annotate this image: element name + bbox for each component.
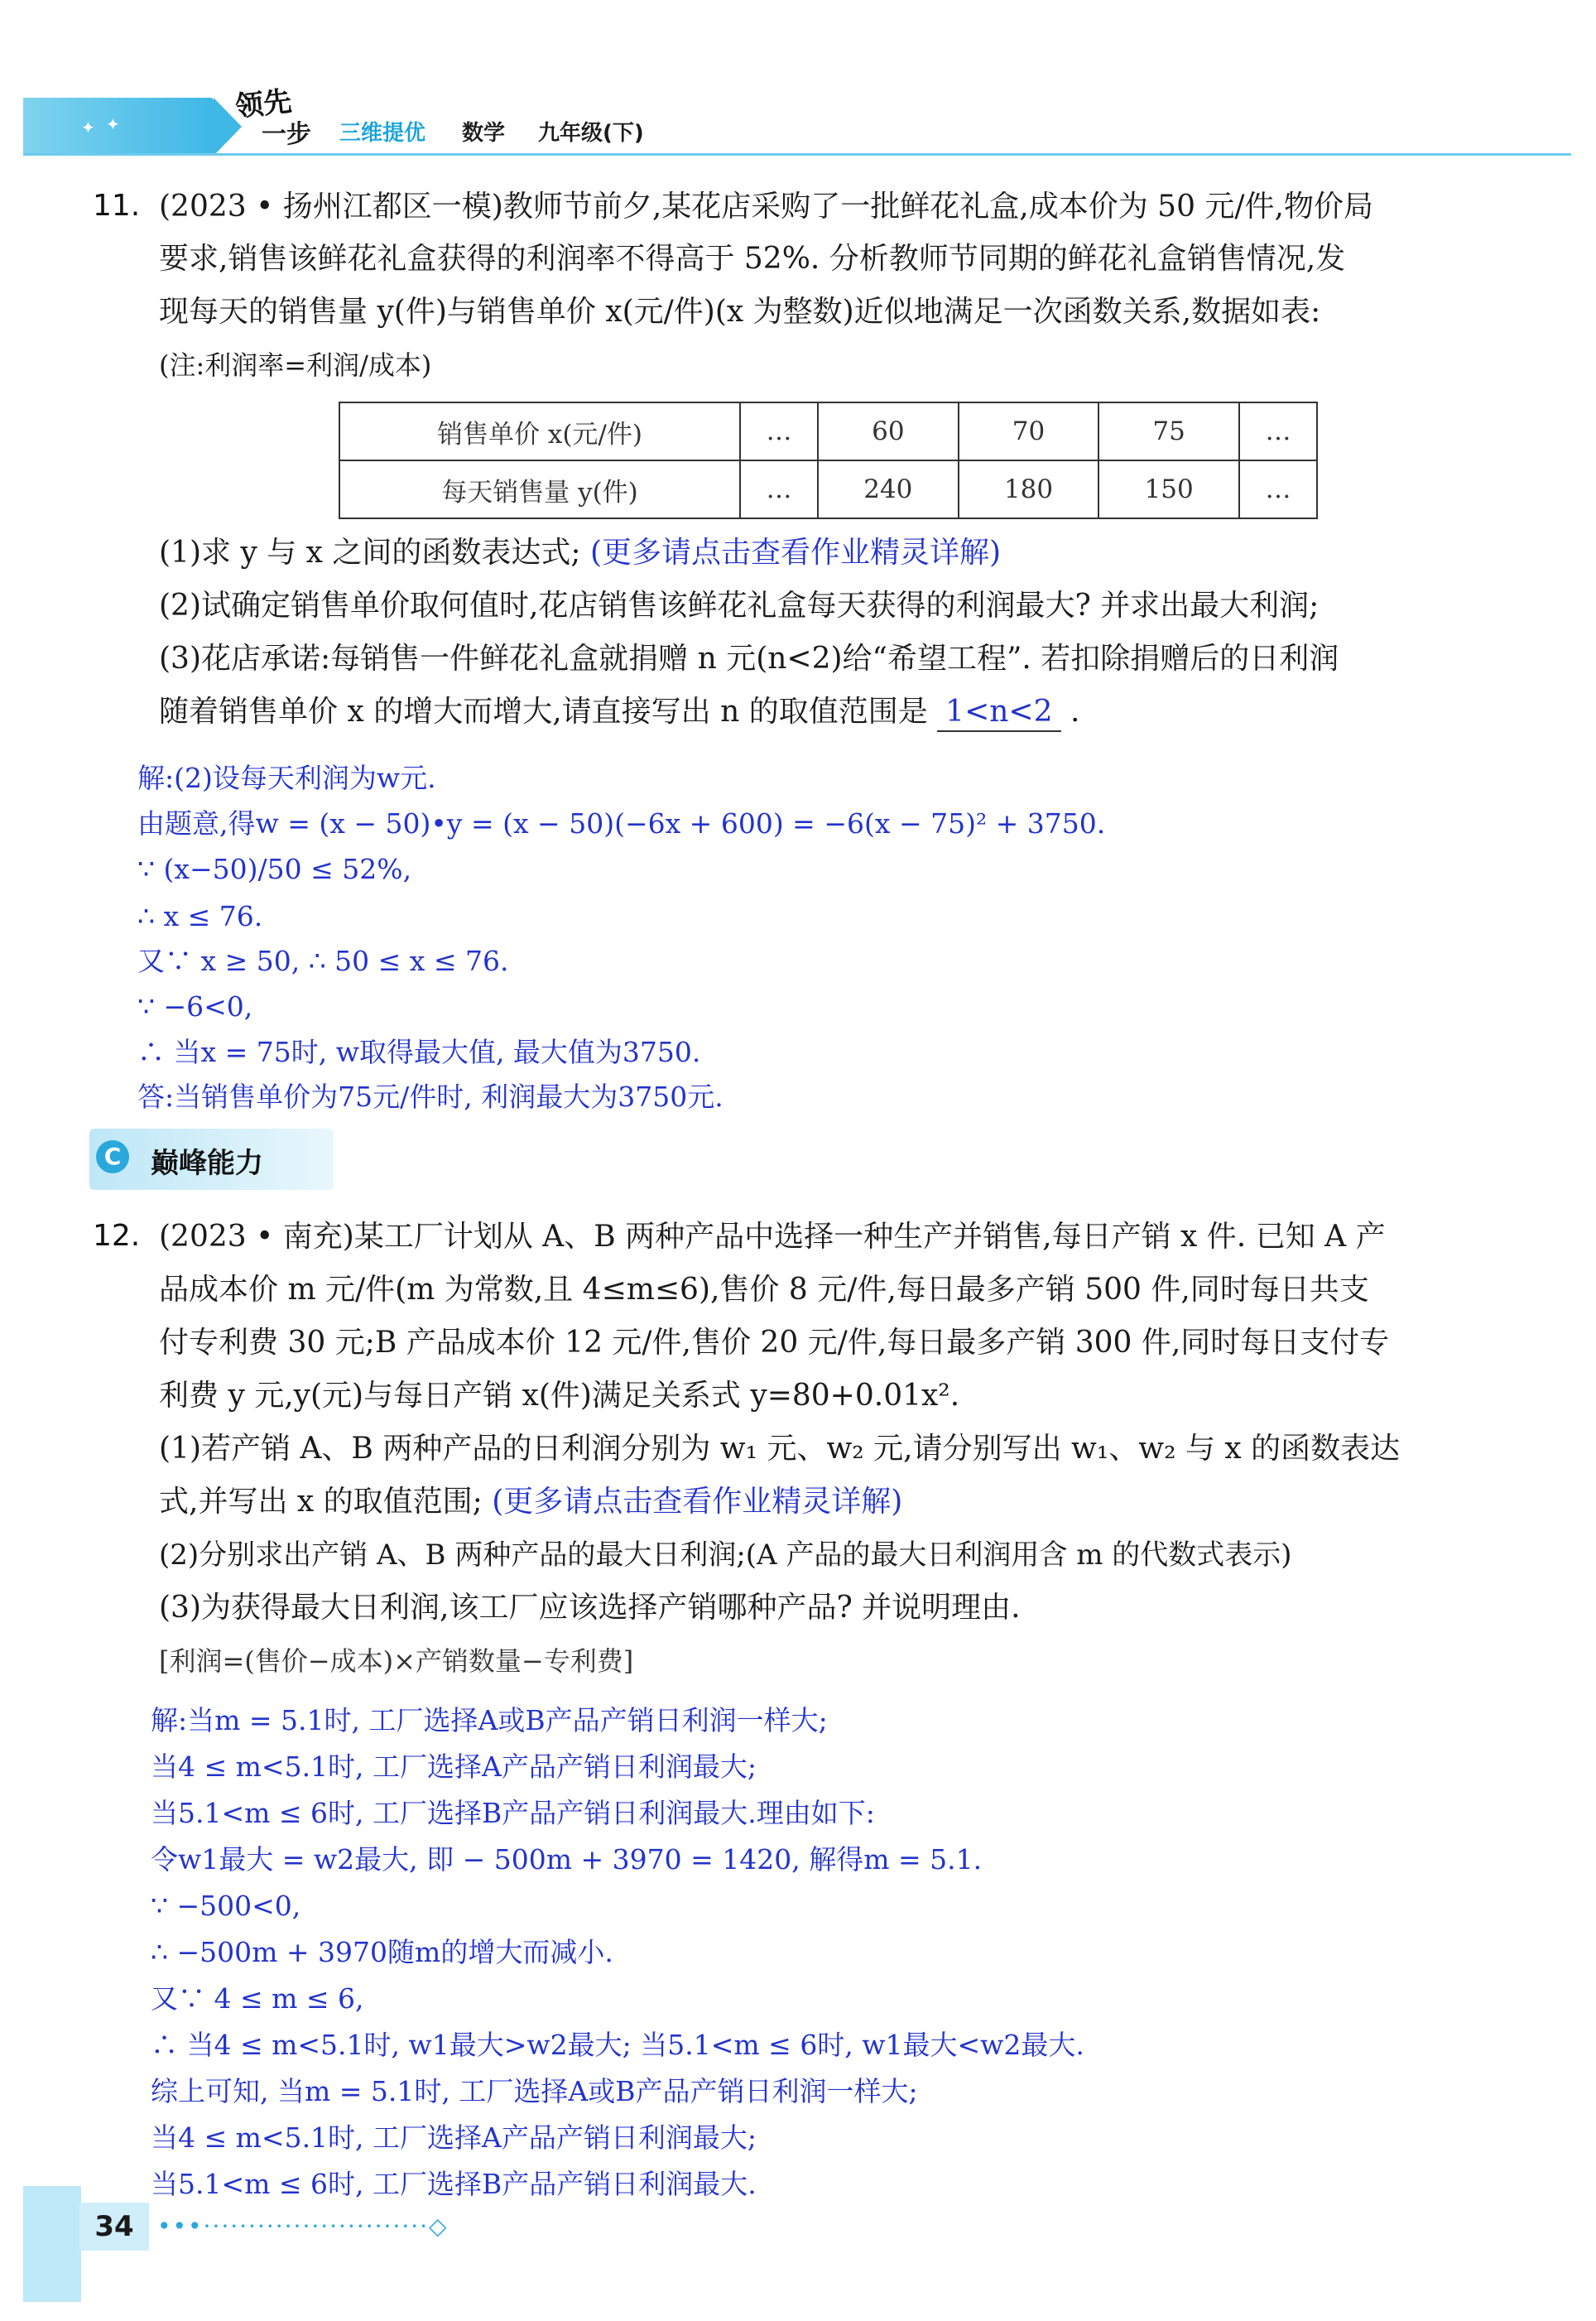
solution-line: ∵ −500<0, [151,1890,301,1922]
sub-question: (1)若产销 A、B 两种产品的日利润分别为 w₁ 元、w₂ 元,请分别写出 w₁、w₂ 与 x 的函数表达 [159,1432,1401,1466]
table-cell: 销售单价 x(元/件) [339,402,740,460]
solution-line: ∴ 当4 ≤ m<5.1时, w1最大>w2最大; 当5.1<m ≤ 6时, w1最大<w2最大. [151,2029,1084,2061]
solution-line: 当4 ≤ m<5.1时, 工厂选择A产品产销日利润最大; [151,1750,757,1783]
solution-line: ∴ x ≤ 76. [137,900,263,932]
question-note: [利润=(售价−成本)×产销数量−专利费] [159,1645,634,1677]
sub-question: (2)分别求出产销 A、B 两种产品的最大日利润;(A 产品的最大日利润用含 m 的代数式表示) [159,1539,1292,1572]
table-cell: 75 [1098,402,1239,460]
series-name: 三维提优 [339,121,426,146]
table-cell: … [1239,402,1317,460]
footer-dots-decoration: •••·························◇ [157,2213,449,2240]
sub-question [159,694,1079,732]
header-band [23,98,214,156]
section-badge: C [96,1140,129,1173]
solution-line: ∴ 当x = 75时, w取得最大值, 最大值为3750. [137,1036,701,1068]
question-text-line: (2023 • 南充)某工厂计划从 A、B 两种产品中选择一种生产并销售,每日产销 x 件. 已知 A 产 [159,1220,1386,1254]
table-cell: 每天销售量 y(件) [339,460,740,518]
solution-line: 答:当销售单价为75元/件时, 利润最大为3750元. [137,1081,723,1113]
data-table [339,402,1318,519]
solution-line: 当4 ≤ m<5.1时, 工厂选择A产品产销日利润最大; [151,2121,757,2154]
sub-question [159,535,1001,571]
header-rule [23,153,1571,156]
sub-question: (3)花店承诺:每销售一件鲜花礼盒就捐赠 n 元(n<2)给“希望工程”. 若扣除捐赠后的日利润 [159,642,1339,676]
solution-line: 当5.1<m ≤ 6时, 工厂选择B产品产销日利润最大.理由如下: [151,1797,875,1829]
solution-line: 解:当m = 5.1时, 工厂选择A或B产品产销日利润一样大; [151,1704,828,1736]
question-number: 11. [93,189,141,223]
question-note: (注:利润率=利润/成本) [159,349,432,381]
table-cell: … [740,460,818,518]
question-text-line: 利费 y 元,y(元)与每日产销 x(件)满足关系式 y=80+0.01x². [159,1379,960,1413]
table-row [339,402,1317,460]
question-number: 12. [93,1219,141,1253]
question-text-line: 付专利费 30 元;B 产品成本价 12 元/件,售价 20 元/件,每日最多产销 300 件,同时每日支付专 [159,1326,1390,1360]
solution-line: ∵ −6<0, [137,990,253,1023]
solution-line: 又∵ x ≥ 50, ∴ 50 ≤ x ≤ 76. [137,945,509,977]
table-cell: 150 [1098,460,1239,518]
sub-question-text: 随着销售单价 x 的增大而增大,请直接写出 n 的取值范围是 [159,695,928,729]
sub-question [159,1484,902,1520]
brand-step-text: 一步 [262,120,311,149]
table-row [339,460,1317,518]
page-number: 34 [79,2203,149,2251]
detail-link[interactable]: (更多请点击查看作业精灵详解) [590,536,1002,570]
solution-line: 解:(2)设每天利润为w元. [137,762,436,794]
star-icon: ✦ [81,118,95,137]
question-text-line: 现每天的销售量 y(件)与销售单价 x(元/件)(x 为整数)近似地满足一次函数关系,数据如表: [159,295,1321,329]
section-title: 巅峰能力 [151,1147,263,1180]
solution-line: 令w1最大 = w2最大, 即 − 500m + 3970 = 1420, 解得m = 5.1. [151,1843,983,1876]
sub-question-text: 式,并写出 x 的取值范围; [159,1485,483,1519]
brand-logo-text: 领先 [233,84,294,124]
answer-blank: 1<n<2 [937,694,1060,732]
table-cell: 180 [959,460,1099,518]
solution-line: ∵ (x−50)/50 ≤ 52%, [137,853,412,885]
table-cell: … [740,402,818,460]
question-text-line: 要求,销售该鲜花礼盒获得的利润率不得高于 52%. 分析教师节同期的鲜花礼盒销售情况,发 [159,242,1346,276]
solution-line: 由题意,得w = (x − 50)•y = (x − 50)(−6x + 600) = −6(x − 75)² + 3750. [137,807,1106,840]
footer-band [23,2186,81,2302]
sub-question-text: (1)求 y 与 x 之间的函数表达式; [159,536,581,570]
detail-link[interactable]: (更多请点击查看作业精灵详解) [492,1485,903,1519]
solution-line: 当5.1<m ≤ 6时, 工厂选择B产品产销日利润最大. [151,2168,757,2200]
table-cell: … [1239,460,1317,518]
subject-name: 数学 [462,121,506,146]
sub-question: (3)为获得最大日利润,该工厂应该选择产销哪种产品? 并说明理由. [159,1591,1021,1625]
star-icon: ✦ [106,114,120,134]
period: . [1070,695,1080,729]
solution-line: ∴ −500m + 3970随m的增大而减小. [151,1936,613,1968]
solution-line: 综上可知, 当m = 5.1时, 工厂选择A或B产品产销日利润一样大; [151,2075,918,2107]
solution-line: 又∵ 4 ≤ m ≤ 6, [151,1982,364,2015]
question-text-line: 品成本价 m 元/件(m 为常数,且 4≤m≤6),售价 8 元/件,每日最多产销 500 件,同时每日共支 [159,1273,1369,1307]
table-cell: 240 [818,460,959,518]
table-cell: 70 [959,402,1099,460]
section-header [89,1129,334,1190]
sub-question: (2)试确定销售单价取何值时,花店销售该鲜花礼盒每天获得的利润最大? 并求出最大利润; [159,589,1320,623]
grade-name: 九年级(下) [538,121,644,146]
table-cell: 60 [818,402,959,460]
question-text-line: (2023 • 扬州江都区一模)教师节前夕,某花店采购了一批鲜花礼盒,成本价为 50 元/件,物价局 [159,190,1373,224]
